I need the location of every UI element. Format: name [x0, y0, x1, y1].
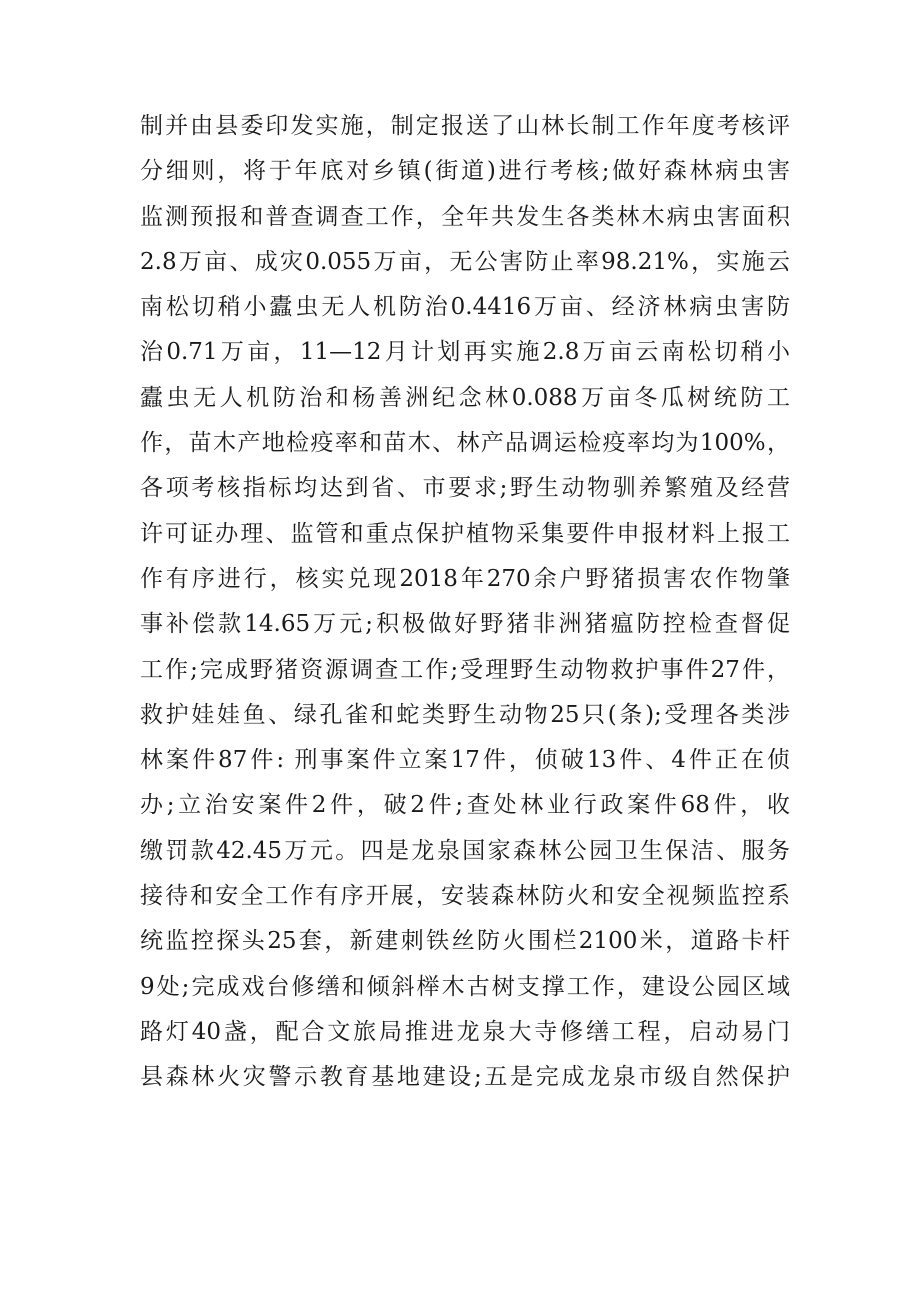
text-line-18: 接待和安全工作有序开展，安装森林防火和安全视频监控系 [140, 883, 790, 910]
text-line-3: 监测预报和普查调查工作，全年共发生各类林木病虫害面积 [140, 203, 790, 230]
text-line-16: 办;立治安案件2件，破2件;查处林业行政案件68件，收 [140, 792, 790, 819]
text-line-19: 统监控探头25套，新建刺铁丝防火围栏2100米，道路卡杆 [140, 928, 790, 955]
text-line-15: 林案件87件: 刑事案件立案17件，侦破13件、4件正在侦 [140, 747, 790, 774]
text-line-22: 县森林火灾警示教育基地建设;五是完成龙泉市级自然保护 [140, 1064, 790, 1091]
body-text [140, 104, 790, 1101]
text-line-6: 治0.71万亩，11—12月计划再实施2.8万亩云南松切稍小 [140, 339, 790, 366]
text-line-1: 制并由县委印发实施，制定报送了山林长制工作年度考核评 [140, 113, 790, 139]
text-line-5: 南松切稍小蠹虫无人机防治0.4416万亩、经济林病虫害防 [140, 294, 790, 321]
text-line-13: 工作;完成野猪资源调查工作;受理野生动物救护事件27件， [140, 656, 790, 683]
text-line-8: 作，苗木产地检疫率和苗木、林产品调运检疫率均为100%， [140, 430, 790, 457]
text-line-14: 救护娃娃鱼、绿孔雀和蛇类野生动物25只(条);受理各类涉 [140, 701, 790, 728]
text-line-17: 缴罚款42.45万元。四是龙泉国家森林公园卫生保洁、服务 [140, 837, 790, 864]
text-line-4: 2.8万亩、成灾0.055万亩，无公害防止率98.21%，实施云 [140, 248, 790, 275]
text-line-7: 蠹虫无人机防治和杨善洲纪念林0.088万亩冬瓜树统防工 [140, 384, 790, 411]
text-line-9: 各项考核指标均达到省、市要求;野生动物驯养繁殖及经营 [140, 475, 790, 502]
text-line-20: 9处;完成戏台修缮和倾斜榉木古树支撑工作，建设公园区域 [140, 973, 790, 1000]
text-line-2: 分细则，将于年底对乡镇(街道)进行考核;做好森林病虫害 [140, 158, 790, 185]
text-line-11: 作有序进行，核实兑现2018年270余户野猪损害农作物肇 [140, 565, 790, 592]
text-line-21: 路灯40盏，配合文旅局推进龙泉大寺修缮工程，启动易门 [140, 1018, 790, 1045]
text-line-10: 许可证办理、监管和重点保护植物采集要件申报材料上报工 [140, 520, 790, 547]
text-line-12: 事补偿款14.65万元;积极做好野猪非洲猪瘟防控检查督促 [140, 611, 790, 638]
